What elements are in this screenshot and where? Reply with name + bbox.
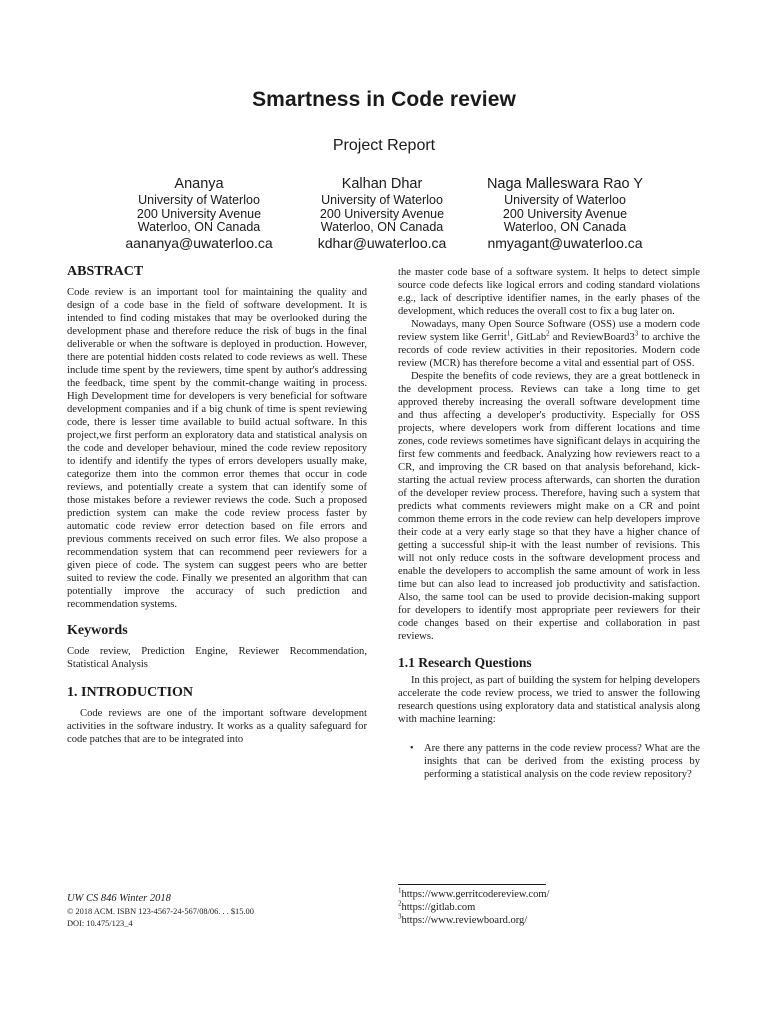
paper-subtitle: Project Report [332,137,436,154]
footnote-marker: 3 [634,329,639,338]
research-questions-text: In this project, as part of building the system for helping developers accelerate the code review process, we tried to answer the following research questions using exploratory data and statistical analysis along with machine learning: [398,675,700,725]
text-span: Nowadays, many Open Source Software (OSS) use a modern code review system like Gerrit [398,319,700,343]
bullet-icon: • [410,743,414,754]
author-email: aananya@uwaterloo.ca [125,234,273,251]
left-column [67,264,367,746]
footnote-link[interactable]: https://www.reviewboard.org/ [401,915,528,926]
author-affiliation: University of Waterloo [321,193,443,207]
research-questions-heading: 1.1 Research Questions [398,655,532,670]
footnotes [398,888,700,927]
text-span: and ReviewBoard3 [549,332,635,343]
author-block [455,175,675,252]
right-column [398,266,700,781]
footnote [398,914,700,927]
footnote-number: 3 [398,912,402,921]
author-city: Waterloo, ON Canada [503,220,627,235]
copyright-line: © 2018 ACM. ISBN 123-4567-24-567/08/06. . . $15.00 [67,907,254,916]
text-span: , GitLab [510,332,547,343]
author-email: nmyagant@uwaterloo.ca [487,234,643,251]
keywords-heading: Keywords [67,623,128,638]
conference-name: UW CS 846 Winter 2018 [67,893,171,904]
introduction-paragraph [398,318,700,370]
footnote-number: 1 [398,886,402,895]
footnote [398,888,700,901]
introduction-heading: 1. INTRODUCTION [67,685,194,700]
conference-info [67,892,367,930]
footnote-number: 2 [398,899,402,908]
doi-line: DOI: 10.475/123_4 [67,919,133,928]
footnote-marker: 2 [546,329,550,338]
footnote-divider [398,884,546,885]
author-affiliation: University of Waterloo [504,193,626,207]
footnote-marker: 1 [506,329,511,338]
author-name: Kalhan Dhar [341,176,423,192]
author-city: Waterloo, ON Canada [320,220,444,235]
introduction-paragraph: Code reviews are one of the important software development activities in the software industry. It works as a quality safeguard for code patches that are to be integrated into [67,708,367,745]
footnote-link[interactable]: https://www.gerritcodereview.com/ [401,889,550,900]
abstract-heading: ABSTRACT [67,264,144,279]
paper-title: Smartness in Code review [252,88,516,111]
author-city: Waterloo, ON Canada [137,220,261,235]
bullet-text: Are there any patterns in the code review process? What are the insights that can be derived from the existing process by performing a statistical analysis on the code review repository? [424,743,700,780]
author-name: Naga Malleswara Rao Y [486,176,644,192]
keywords-text: Code review, Prediction Engine, Reviewer Recommendation, Statistical Analysis [67,646,367,670]
author-street: 200 University Avenue [319,206,445,221]
footnote-link[interactable]: https://gitlab.com [401,902,476,913]
list-item [398,742,700,781]
abstract-text: Code review is an important tool for maintaining the quality and design of a code base in the field of software development. It is intended to find coding mistakes that may be overlooked during the development phase and therefore reduce the risk of bugs in the final deliverable or when the software is deployed in production. However, there are potential hidden costs related to code reviews as well. These include time spent by the reviewers, time spent by author's addressing the feedback, time spent by the commit-change waiting in process. High Development time for developers is very beneficial for software development companies and if a big chunk of time is spent reviewing code, there is lesser time available to build actual software. In this project,we first perform an exploratory data and statistical analysis on the code and developer behaviour, mined the code review repository to identify and identify the types of errors developers usually make, categorize them into the common error themes that occur in code reviews, and potentially create a system that can identify some of those mistakes before a reviewer reviews the code. Such a proposed prediction system can make the code review process faster by automatic code review error detection based on file errors and previous comments received on such error files. We also propose a recommendation system that can recommend peer reviewers for a given piece of code. The system can suggest peers who are better suited to review the code. Finally we presented an algorithm that can potentially improve the accuracy of such prediction and recommendation systems. [67,287,367,610]
author-street: 200 University Avenue [502,206,628,221]
footnote [398,901,700,914]
introduction-paragraph: Despite the benefits of code reviews, they are a great bottleneck in the development process. Reviews can take a long time to get approved thereby increasing the overall software development time and thus affecting a developer's productivity. Especially for OSS projects, where developers work from different locations and time zones, code reviews sometimes have significant delays in acquiring the first few comments and feedback. Analyzing how reviewers react to a CR, and improving the CR based on that analysis beforehand, kick-starting the actual review process afterwards, can shorten the duration of the developer review process. Therefore, having such a system that predicts what comments reviewers might make on a CR and point common theme errors in the code review can help developers improve their code at a very early stage so that they have a higher chance of getting a successful ship-it with the least number of revisions. This will not only reduce costs in the software development process and enable the developers to accomplish the same amount of work in less time but can also lead to increased job productivity and satisfaction. Also, the same tool can be used to provide decision-making support for developers to identify most appropriate peer reviewers for their code changes based on their expertise and collaboration in past reviews. [398,371,700,642]
author-affiliation: University of Waterloo [138,193,260,207]
author-email: kdhar@uwaterloo.ca [317,234,447,251]
author-street: 200 University Avenue [136,206,262,221]
text-span: to archive the records of code review activities in their repositories. Modern code review (MCR) has therefore become a vital and essential part of OSS. [398,332,700,369]
introduction-paragraph: the master code base of a software system. It helps to detect simple source code defects like logical errors and coding standard violations e.g., lack of descriptive identifier names, in the early phases of the development, which reduces the overall cost to fix a bug later on. [398,267,700,317]
author-name: Ananya [174,176,224,192]
